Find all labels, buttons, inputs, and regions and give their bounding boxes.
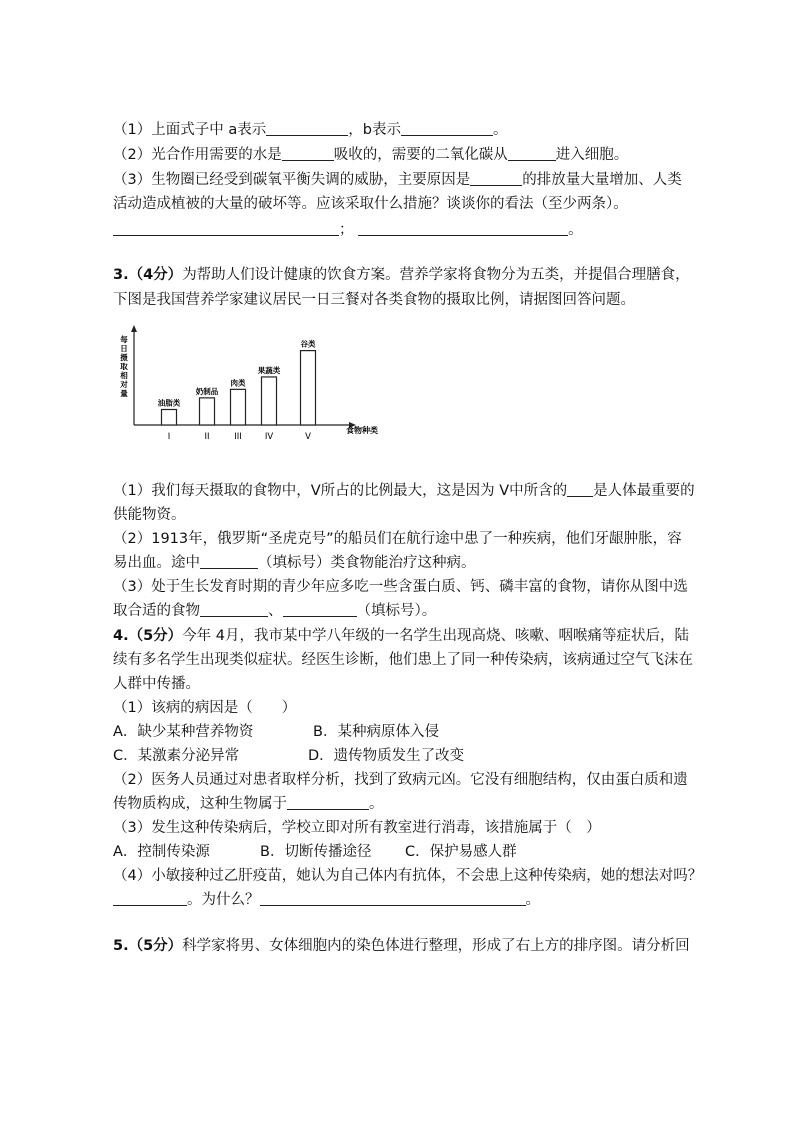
option-b[interactable]: B．某种病原体入侵	[313, 724, 439, 740]
text: 。为什么？	[187, 892, 260, 908]
q4-line2: 续有多名学生出现类似症状。经医生诊断，他们患上了同一种传染病，该病通过空气飞沫在	[113, 652, 693, 668]
option-a[interactable]: A．缺少某种营养物资	[113, 724, 254, 740]
y-axis-arrow	[131, 325, 137, 332]
answer-blank[interactable]	[200, 602, 268, 617]
bar-1	[162, 410, 177, 426]
bar-label-1: 油脂类	[157, 398, 181, 408]
q4-sub2-cont	[113, 794, 384, 814]
answer-blank[interactable]	[508, 146, 556, 161]
text: 的排放量大量增加、人类	[522, 172, 682, 188]
answer-blank[interactable]	[287, 795, 369, 810]
question-number: 5.（5分）	[113, 938, 183, 954]
q3-line2: 下图是我国营养学家建议居民一日三餐对各类食物的摄取比例，请据图回答问题。	[113, 292, 635, 308]
text: 取合适的食物	[113, 603, 200, 619]
bar-4	[262, 377, 277, 425]
text: （3）生物圈已经受到碳氧平衡失调的威胁，主要原因是	[113, 172, 471, 188]
bar-label-5: 谷类	[300, 339, 316, 349]
answer-blank[interactable]	[266, 121, 348, 136]
q5-line1	[113, 936, 690, 956]
q4-line1	[113, 626, 689, 646]
text: 、	[268, 603, 283, 619]
answer-blank[interactable]	[567, 482, 593, 497]
bar-label-3: 肉类	[230, 378, 246, 388]
x-tick-label-1: I	[167, 432, 171, 442]
q4-sub3: （3）发生这种传染病后，学校立即对所有教室进行消毒，该措施属于（ ）	[113, 820, 601, 836]
x-tick-label-3: III	[234, 432, 242, 442]
text: （1）我们每天摄取的食物中，V所占的比例最大，这是因为 V中所含的	[113, 483, 568, 499]
text: （1）上面式子中 a表示	[113, 122, 267, 138]
q4-sub4: （4）小敏接种过乙肝疫苗，她认为自己体内有抗体，不会患上这种传染病，她的想法对吗？	[113, 868, 703, 884]
question-number: 3.（4分）	[113, 267, 183, 283]
text: ，b表示	[348, 122, 401, 138]
text: 易出血。途中	[113, 555, 200, 571]
bar-5	[301, 351, 316, 425]
answer-blank[interactable]	[470, 171, 522, 186]
y-axis-label-char: 量	[120, 389, 128, 398]
y-axis-label-char: 每	[120, 335, 128, 344]
y-axis-label-char: 摄	[120, 353, 128, 362]
x-tick-label-4: IV	[264, 432, 274, 442]
question-number: 4.（5分）	[113, 628, 183, 644]
q4-sub2: （2）医务人员通过对患者取样分析，找到了致病元凶。它没有细胞结构，仅由蛋白质和遗	[113, 772, 688, 788]
q3-line1	[113, 265, 690, 285]
answer-blank[interactable]	[358, 221, 568, 236]
text: 科学家将男、女体细胞内的染色体进行整理，形成了右上方的排序图。请分析回	[182, 938, 690, 954]
answer-blank[interactable]	[282, 146, 334, 161]
q2-sub3-cont: 活动造成植被的大量的破坏等。应该采取什么措施？谈谈你的看法（至少两条）。	[113, 196, 628, 212]
text: （填标号）。	[356, 603, 437, 619]
option-d[interactable]: D．遗传物质发生了改变	[308, 748, 465, 764]
q4-options-ab	[113, 722, 253, 742]
bar-label-2: 奶制品	[195, 386, 219, 396]
answer-blank[interactable]	[401, 121, 493, 136]
q2-sub2	[113, 145, 628, 165]
answer-blank[interactable]	[113, 221, 339, 236]
text: 为帮助人们设计健康的饮食方案。营养学家将食物分为五类，并提倡合理膳食，	[182, 267, 690, 283]
y-axis-label-char: 相	[120, 371, 128, 380]
q3-sub2: （2）1913年，俄罗斯“圣虎克号”的船员们在航行途中患了一种疾病，他们牙龈肿胀，容	[113, 531, 682, 547]
food-intake-bar-chart	[118, 322, 388, 447]
x-tick-label-2: II	[204, 432, 210, 442]
text: 今年 4月，我市某中学八年级的一名学生出现高烧、咳嗽、咽喉痛等症状后，陆	[182, 628, 690, 644]
y-axis-label-char: 日	[120, 344, 128, 353]
bar-2	[200, 398, 215, 425]
q3-sub2-cont	[113, 553, 476, 573]
q2-answer-line	[113, 220, 583, 240]
text: 。	[492, 122, 508, 138]
q4-sub3-option-c[interactable]: C．保护易感人群	[405, 844, 517, 860]
text: 。	[369, 796, 384, 812]
q2-sub3	[113, 170, 682, 190]
q2-sub1	[113, 120, 507, 140]
text: 传物质构成，这种生物属于	[113, 796, 287, 812]
q4-sub1: （1）该病的病因是（ ）	[113, 700, 297, 716]
y-axis-label-char: 取	[120, 362, 128, 371]
text: 进入细胞。	[555, 147, 629, 163]
text: 。	[568, 222, 583, 238]
q4-line3: 人群中传播。	[113, 676, 200, 692]
option-c[interactable]: C．某激素分泌异常	[113, 748, 240, 764]
y-axis-label	[119, 334, 128, 398]
q4-sub3-option-b[interactable]: B．切断传播途径	[260, 844, 372, 860]
text: （2）光合作用需要的水是	[113, 147, 282, 163]
answer-blank[interactable]	[200, 554, 258, 569]
q3-sub3: （3）处于生长发育时期的青少年应多吃一些含蛋白质、钙、磷丰富的食物，请你从图中选	[113, 579, 688, 595]
text: ；	[339, 222, 354, 238]
q4-sub4-cont	[113, 890, 540, 910]
q4-sub3-option-a[interactable]: A．控制传染源	[113, 844, 210, 860]
q3-sub1-cont: 供能物资。	[113, 507, 186, 523]
bar-label-4: 果蔬类	[257, 365, 281, 375]
text: （填标号）类食物能治疗这种病。	[258, 555, 476, 571]
answer-blank[interactable]	[113, 891, 187, 906]
bar-3	[231, 389, 246, 425]
q3-sub3-cont	[113, 601, 436, 621]
q3-sub1	[113, 481, 695, 501]
answer-blank[interactable]	[283, 602, 357, 617]
text: 是人体最重要的	[593, 483, 695, 499]
text: 。	[525, 892, 540, 908]
y-axis-label-char: 对	[120, 380, 128, 389]
text: 吸收的，需要的二氧化碳从	[333, 147, 508, 163]
answer-blank[interactable]	[260, 891, 526, 906]
x-tick-label-5: V	[305, 432, 311, 442]
x-axis-label: 食物种类	[346, 426, 378, 435]
